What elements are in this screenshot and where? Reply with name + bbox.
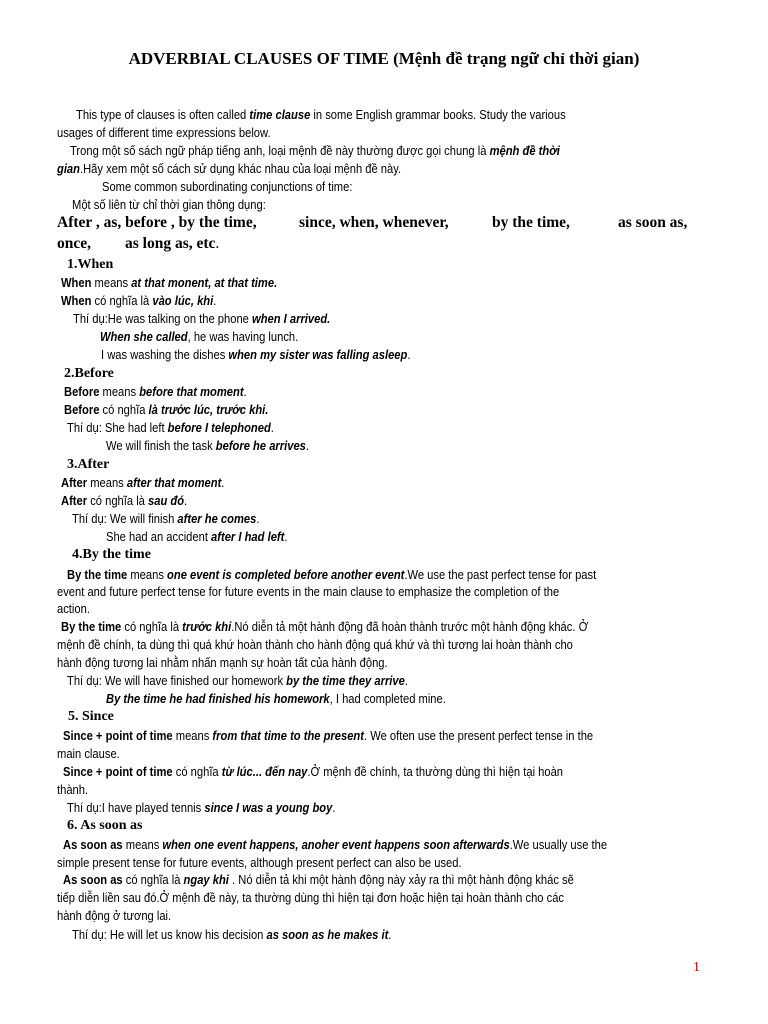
conjunctions-intro-en: Some common subordinating conjunctions of time: — [102, 179, 353, 194]
example-text: . — [256, 511, 260, 526]
as-soon-as-example-1 — [72, 927, 391, 943]
section-heading-as-soon-as: 6. As soon as — [67, 818, 143, 833]
example-clause: as soon as he makes it — [266, 927, 389, 942]
conjunction-list-2b — [125, 236, 219, 252]
text: means — [99, 384, 140, 399]
term: By the time — [61, 619, 122, 634]
as-soon-as-para-vi-2: tiếp diễn liền sau đó.Ở mệnh đề này, ta thường dùng thì hiện tại đơn hoặc hiện tại hoàn thành cho các — [57, 890, 565, 905]
by-the-time-para-vi-2: mệnh đề chính, ta dùng thì quá khứ hoàn thành cho hành động quá khứ và thì tương lai hoàn thành cho — [57, 637, 573, 652]
meaning: là trước lúc, trước khi. — [148, 402, 269, 417]
meaning: at that monent, at that time. — [131, 275, 278, 290]
since-example-1 — [67, 800, 335, 816]
text: means — [172, 728, 213, 743]
before-meaning-en — [64, 384, 247, 400]
since-para-en-2: main clause. — [57, 746, 120, 761]
since-para-vi-1 — [63, 764, 563, 780]
example-text: . — [388, 927, 392, 942]
example-text: . — [305, 438, 310, 453]
term: When — [61, 275, 92, 290]
meaning: vào lúc, khi — [152, 293, 214, 308]
as-soon-as-para-en-2: simple present tense for future events, although present perfect can also be used. — [57, 855, 462, 870]
term: Before — [64, 402, 100, 417]
meaning: trước khi — [182, 619, 232, 634]
conjunction-list-period: . — [215, 235, 220, 252]
as-soon-as-para-en-1 — [63, 837, 607, 853]
term: Since + point of time — [63, 764, 173, 779]
intro-vi-text: .Hãy xem một số cách sử dụng khác nhau của loại mệnh đề này. — [79, 161, 402, 176]
example-text: She had an accident — [106, 529, 212, 544]
section-heading-since: 5. Since — [68, 709, 114, 724]
text: . — [221, 475, 225, 490]
text: means — [87, 475, 127, 490]
example-text: Thí dụ: She had left — [67, 420, 168, 435]
page-number: 1 — [693, 960, 700, 975]
since-para-en-1 — [63, 728, 593, 744]
term: As soon as — [63, 837, 123, 852]
text: . — [213, 293, 217, 308]
by-the-time-para-en-2: event and future perfect tense for future events in the main clause to emphasize the completion of the — [57, 584, 560, 599]
section-heading-by-the-time: 4.By the time — [72, 547, 151, 562]
example-clause: after he comes — [177, 511, 257, 526]
example-text: Thí dụ:He was talking on the phone — [73, 311, 253, 326]
when-example-3 — [101, 347, 410, 363]
after-example-2 — [106, 529, 287, 545]
conjunctions-intro-vi: Một số liên từ chỉ thời gian thông dụng: — [72, 197, 266, 212]
example-text: . — [284, 529, 288, 544]
example-text: Thí dụ: He will let us know his decision — [72, 927, 267, 942]
after-meaning-vi — [61, 493, 187, 509]
example-text: . — [332, 800, 336, 815]
text: có nghĩa là — [87, 493, 149, 508]
intro-vi-term: mệnh đề thời — [489, 143, 560, 158]
intro-term: time clause — [249, 107, 311, 122]
by-the-time-para-en-3: action. — [57, 601, 90, 616]
text: means — [91, 275, 132, 290]
example-clause: before I telephoned — [167, 420, 271, 435]
when-example-1 — [73, 311, 330, 327]
before-example-1 — [67, 420, 274, 436]
after-example-1 — [72, 511, 259, 527]
example-text: We will finish the task — [106, 438, 216, 453]
example-text: . — [404, 673, 408, 688]
example-clause: since I was a young boy — [204, 800, 333, 815]
example-clause: when I arrived. — [252, 311, 331, 326]
by-the-time-example-2 — [106, 691, 446, 707]
conjunction-list-1b: since, when, whenever, — [299, 214, 449, 231]
term: When — [61, 293, 92, 308]
text: .Nó diễn tả một hành động đã hoàn thành trước một hành động khác. Ở — [231, 619, 589, 634]
term: As soon as — [63, 872, 123, 887]
intro-vi-line-2 — [57, 161, 401, 177]
meaning: from that time to the present — [212, 728, 364, 743]
page-title: ADVERBIAL CLAUSES OF TIME (Mệnh đề trạng ngữ chỉ thời gian) — [128, 49, 640, 68]
meaning: when one event happens, anoher event happens soon afterwards — [162, 837, 510, 852]
meaning: sau đó — [148, 493, 185, 508]
by-the-time-example-1 — [67, 673, 408, 689]
term: Before — [64, 384, 100, 399]
example-clause: When she called — [100, 329, 188, 344]
term: After — [61, 475, 88, 490]
example-clause: By the time he had finished his homework — [106, 691, 330, 706]
conjunction-list-1d: as soon as, — [618, 214, 688, 231]
example-clause: after I had left — [211, 529, 285, 544]
text: . — [243, 384, 247, 399]
conjunction-list-2a: once, — [57, 235, 92, 252]
text: có nghĩa — [172, 764, 222, 779]
text: means — [127, 567, 168, 582]
example-clause: by the time they arrive — [286, 673, 405, 688]
conjunction-list-1a: After , as, before , by the time, — [57, 214, 257, 231]
text: . — [184, 493, 188, 508]
intro-vi-term: gian — [57, 161, 80, 176]
text: . We often use the present perfect tense in the — [364, 728, 594, 743]
since-para-vi-2: thành. — [57, 782, 89, 797]
meaning: ngay khi — [183, 872, 229, 887]
meaning: one event is completed before another event — [167, 567, 405, 582]
intro-line-2: usages of different time expressions below. — [57, 125, 271, 140]
example-text: I was washing the dishes — [101, 347, 229, 362]
text: .We use the past perfect tense for past — [404, 567, 597, 582]
intro-vi-text: Trong một số sách ngữ pháp tiếng anh, loại mệnh đề này thường được gọi chung là — [70, 143, 490, 158]
text: means — [122, 837, 163, 852]
example-text: Thí dụ: We will finish — [72, 511, 178, 526]
text: có nghĩa — [99, 402, 149, 417]
when-meaning-vi — [61, 293, 216, 309]
intro-text: This type of clauses is often called — [76, 107, 250, 122]
by-the-time-para-vi-3: hành động tương lai nhằm nhấn mạnh sự hoàn tất của hành động. — [57, 655, 388, 670]
as-soon-as-para-vi-3: hành động ở tương lai. — [57, 908, 172, 923]
text: .Ở mệnh đề chính, ta thường dùng thì hiện tại hoàn — [307, 764, 564, 779]
intro-vi-line-1 — [70, 143, 560, 159]
text: có nghĩa là — [122, 872, 184, 887]
example-text: Thí dụ: We will have finished our homework — [67, 673, 287, 688]
conjunction-list-text: as long as, etc — [125, 235, 216, 252]
term: By the time — [67, 567, 128, 582]
before-meaning-vi — [64, 402, 268, 418]
section-heading-before: 2.Before — [64, 366, 114, 381]
example-text: , I had completed mine. — [329, 691, 446, 706]
example-text: . — [270, 420, 274, 435]
text: có nghĩa là — [91, 293, 153, 308]
term: After — [61, 493, 88, 508]
example-text: , he was having lunch. — [187, 329, 299, 344]
when-example-2 — [100, 329, 298, 345]
section-heading-after: 3.After — [67, 457, 110, 472]
intro-text: in some English grammar books. Study the various — [310, 107, 566, 122]
example-clause: when my sister was falling asleep — [228, 347, 408, 362]
term: Since + point of time — [63, 728, 173, 743]
text: có nghĩa là — [121, 619, 183, 634]
text: .We usually use the — [509, 837, 608, 852]
by-the-time-para-vi-1 — [61, 619, 588, 635]
intro-line-1 — [76, 107, 566, 123]
text: . Nó diễn tả khi một hành động này xảy ra thì một hành động khác sẽ — [228, 872, 574, 887]
when-meaning-en — [61, 275, 277, 291]
by-the-time-para-en-1 — [67, 567, 596, 583]
example-clause: before he arrives — [215, 438, 306, 453]
example-text: . — [407, 347, 411, 362]
conjunction-list-1c: by the time, — [492, 214, 570, 231]
after-meaning-en — [61, 475, 224, 491]
example-text: Thí dụ:I have played tennis — [67, 800, 205, 815]
meaning: after that moment — [126, 475, 222, 490]
meaning: từ lúc... đến nay — [221, 764, 308, 779]
section-heading-when: 1.When — [67, 257, 114, 272]
before-example-2 — [106, 438, 309, 454]
as-soon-as-para-vi-1 — [63, 872, 574, 888]
meaning: before that moment — [139, 384, 244, 399]
